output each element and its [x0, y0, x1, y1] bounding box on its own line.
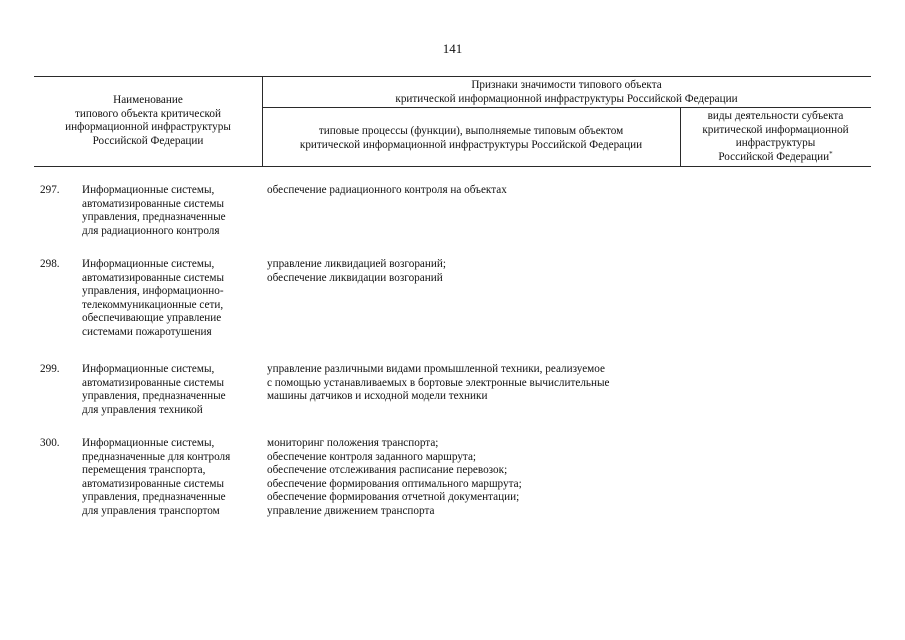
- name-line: Информационные системы,: [82, 184, 215, 196]
- name-line: телекоммуникационные сети,: [82, 298, 224, 311]
- row-processes: [267, 437, 687, 519]
- header-group-rule: [262, 107, 871, 108]
- process-line: обеспечение формирования отчетной документации;: [267, 491, 520, 504]
- name-line: автоматизированные системы: [82, 271, 224, 284]
- header-col-name: Наименование типового объекта критической информационной инфраструктуры Российской Федерации: [65, 94, 231, 147]
- name-line: управления, предназначенные: [82, 211, 226, 224]
- process-line: с помощью устанавливаемых в бортовые электронные вычислительные: [267, 376, 610, 389]
- name-line: для радиационного контроля: [82, 224, 220, 237]
- process-line: обеспечение радиационного контроля на объектах: [267, 184, 507, 196]
- name-line: управления, предназначенные: [82, 491, 226, 504]
- row-object-name: [82, 184, 262, 238]
- row-number: 300.: [40, 437, 60, 449]
- name-line: автоматизированные системы: [82, 197, 224, 210]
- name-line: автоматизированные системы: [82, 477, 224, 490]
- name-line: Информационные системы,: [82, 258, 215, 270]
- footnote-marker: *: [829, 149, 833, 158]
- name-line: предназначенные для контроля: [82, 450, 231, 463]
- row-number: 297.: [40, 184, 60, 196]
- name-line: системами пожаротушения: [82, 325, 212, 338]
- name-line: управления, предназначенные: [82, 390, 226, 403]
- name-line: управления, информационно-: [82, 285, 224, 298]
- name-line: Информационные системы,: [82, 437, 215, 449]
- process-line: обеспечение ликвидации возгораний: [267, 271, 443, 284]
- table-top-rule: [34, 76, 871, 77]
- process-line: управление различными видами промышленной техники, реализуемое: [267, 363, 605, 375]
- process-line: обеспечение отслеживания расписание перевозок;: [267, 464, 508, 477]
- name-line: Информационные системы,: [82, 363, 215, 375]
- header-col-activities-text: виды деятельности субъекта критической информационной инфраструктуры Российской Федерации: [702, 110, 849, 163]
- process-line: машины датчиков и исходной модели техники: [267, 390, 488, 403]
- name-line: для управления транспортом: [82, 504, 220, 517]
- header-col-activities: [680, 110, 871, 164]
- name-line: автоматизированные системы: [82, 376, 224, 389]
- process-line: управление движением транспорта: [267, 504, 435, 517]
- row-processes: [267, 184, 687, 198]
- process-line: обеспечение формирования оптимального маршрута;: [267, 477, 522, 490]
- name-line: обеспечивающие управление: [82, 312, 222, 325]
- row-object-name: [82, 437, 262, 519]
- header-col-processes: типовые процессы (функции), выполняемые типовым объектом критической информационной инфраструктуры Российской Федерации: [299, 125, 643, 151]
- process-line: управление ликвидацией возгораний;: [267, 258, 446, 270]
- row-number: 298.: [40, 258, 60, 270]
- row-number: 299.: [40, 363, 60, 375]
- process-line: обеспечение контроля заданного маршрута;: [267, 450, 477, 463]
- header-group-title: Признаки значимости типового объекта критической информационной инфраструктуры Российской Федерации: [395, 79, 738, 105]
- row-object-name: [82, 363, 262, 417]
- row-processes: [267, 363, 687, 404]
- process-line: мониторинг положения транспорта;: [267, 437, 439, 449]
- name-line: перемещения транспорта,: [82, 464, 206, 477]
- row-object-name: [82, 258, 262, 340]
- header-bottom-rule: [34, 166, 871, 167]
- row-processes: [267, 258, 687, 285]
- page-number: 141: [442, 41, 463, 56]
- name-line: для управления техникой: [82, 403, 203, 416]
